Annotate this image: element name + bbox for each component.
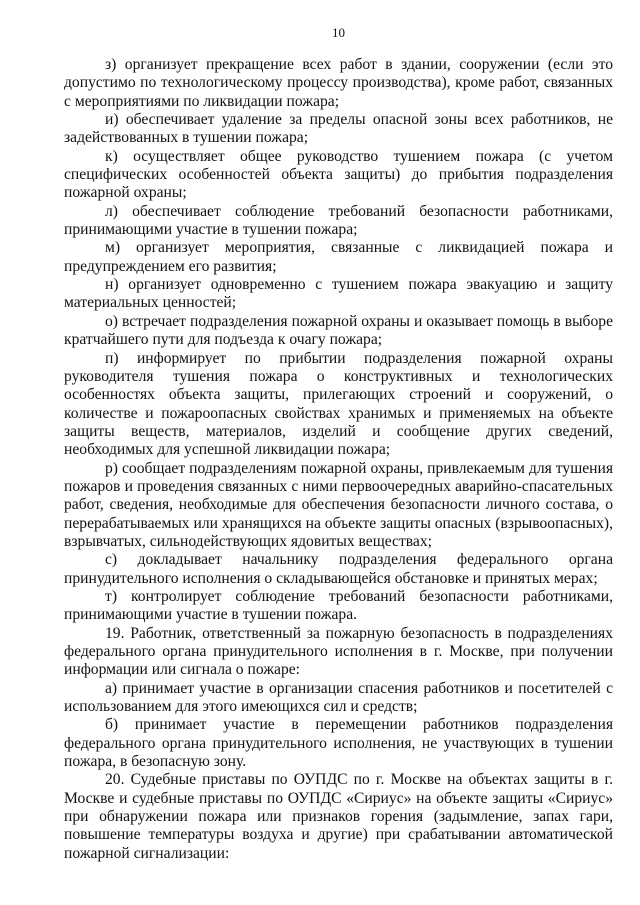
paragraph-i: и) обеспечивает удаление за пределы опасной зоны всех работников, не задействованных в тушении пожара; [64,111,613,147]
paragraph-19-a: а) принимает участие в организации спасения работников и посетителей с использованием для этого имеющихся сил и средств; [64,679,613,716]
paragraph-r: р) сообщает подразделениям пожарной охраны, привлекаемым для тушения пожаров и проведения связанных с ними первоочередных аварийно-спасательных работ, сведения, необходимые для обеспечения безопасности личного состава, о перерабатываемых или хранящихся на объекте защиты опасных (взрывоопасных), взрывчатых, сильнодействующих ядовитых веществах; [64,459,613,550]
paragraph-19-b: б) принимает участие в перемещении работников подразделения федерального органа принудительного исполнения, не участвующих в тушении пожара, в безопасную зону. [64,716,613,771]
paragraph-l: л) обеспечивает соблюдение требований безопасности работниками, принимающими участие в тушении пожара; [64,202,613,239]
paragraph-p: п) информирует по прибытии подразделения пожарной охраны руководителя тушения пожара о конструктивных и технологических особенностях объекта защиты, прилегающих строений и сооружений, о количестве и пожароопасных свойствах хранимых и применяемых на объекте защиты веществ, материалов, изделий и сообщение других сведений, необходимых для успешной ликвидации пожара; [64,349,613,459]
section-20-intro: 20. Судебные приставы по ОУПДС по г. Москве на объектах защиты в г. Москве и судебные приставы по ОУПДС «Сириус» на объекте защиты «Сириус» при обнаружении пожара или признаков горения (задымление, запах гари, повышение температуры воздуха и другие) при срабатывании автоматической пожарной сигнализации: [64,771,613,862]
paragraph-z: з) организует прекращение всех работ в здании, сооружении (если это допустимо по технологическому процессу производства), кроме работ, связанных с мероприятиями по ликвидации пожара; [64,56,613,110]
section-19-intro: 19. Работник, ответственный за пожарную безопасность в подразделениях федерального органа принудительного исполнения в г. Москве, при получении информации или сигнала о пожаре: [64,624,613,679]
paragraph-o: о) встречает подразделения пожарной охраны и оказывает помощь в выборе кратчайшего пути для подъезда к очагу пожара; [64,312,613,349]
paragraph-t: т) контролирует соблюдение требований безопасности работниками, принимающими участие в тушении пожара. [64,587,613,624]
paragraph-k: к) осуществляет общее руководство тушением пожара (с учетом специфических особенностей объекта защиты) до прибытия подразделения пожарной охраны; [64,147,613,202]
paragraph-n: н) организует одновременно с тушением пожара эвакуацию и защиту материальных ценностей; [64,276,613,312]
page-number: 10 [332,25,345,40]
paragraph-s: с) докладывает начальнику подразделения федерального органа принудительного исполнения о складывающейся обстановке и принятых мерах; [64,551,613,587]
paragraph-m: м) организует мероприятия, связанные с ликвидацией пожара и предупреждением его развития; [64,239,613,275]
